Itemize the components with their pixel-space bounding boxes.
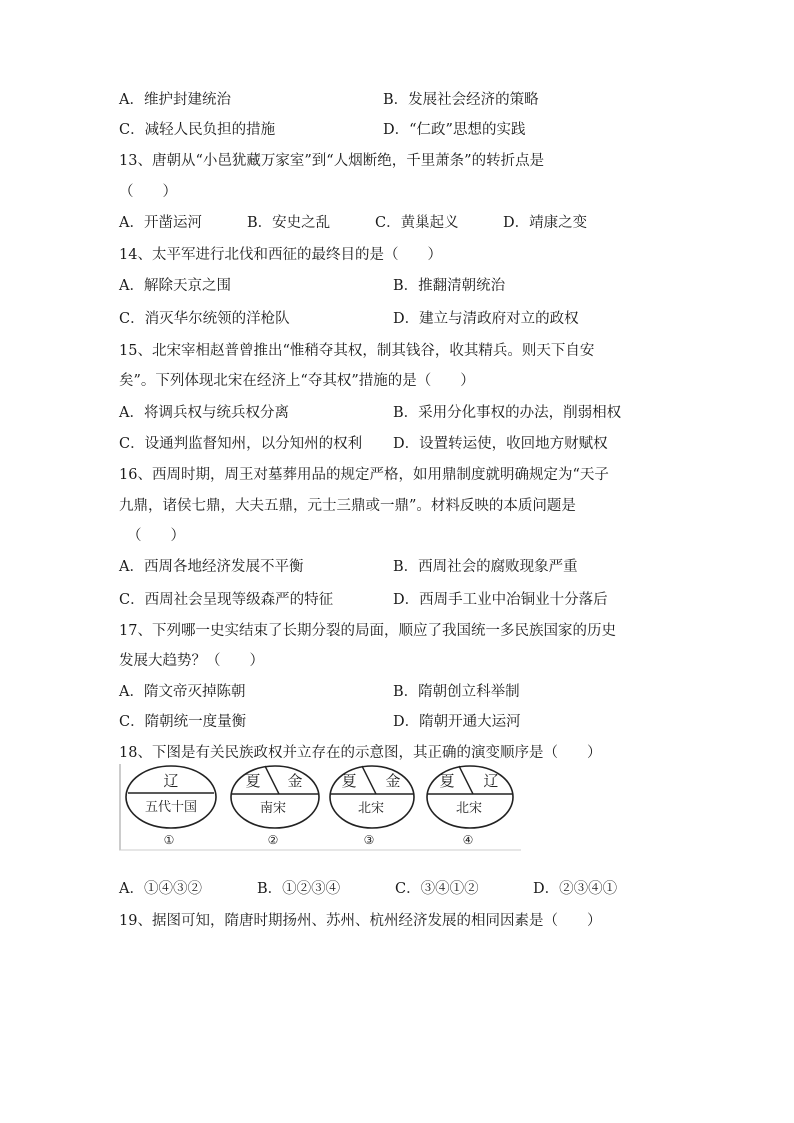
- q14-stem: 14、太平军进行北伐和西征的最终目的是（ ）: [119, 247, 442, 263]
- q16-options-row-2: [119, 590, 679, 610]
- q15-option-d: D．设置转运使，收回地方财赋权: [393, 436, 608, 452]
- diagram-2-top-left-label: 夏: [245, 772, 261, 790]
- q13-options-row: [119, 213, 679, 233]
- q17-option-d: D．隋朝开通大运河: [393, 714, 521, 730]
- q18-option-d: D．②③④①: [533, 881, 618, 897]
- q16-option-b: B．西周社会的腐败现象严重: [393, 559, 578, 575]
- q15-stem-line-1: 15、北宋宰相赵普曾推出“惟稍夺其权，制其钱谷，收其精兵。则天下自安: [119, 343, 595, 359]
- q18-options-row: [119, 879, 679, 899]
- q17-options-row-2: [119, 712, 679, 732]
- q19-stem: 19、据图可知，隋唐时期扬州、苏州、杭州经济发展的相同因素是（ ）: [119, 913, 602, 929]
- diagram-circle-4: [427, 766, 513, 847]
- diagram-circle-1: [126, 766, 216, 847]
- q17-options-row-1: [119, 682, 679, 702]
- diagram-4-number: ④: [462, 833, 474, 847]
- q17-stem-line-1: 17、下列哪一史实结束了长期分裂的局面，顺应了我国统一多民族国家的历史: [119, 623, 616, 639]
- diagram-3-top-right-label: 金: [385, 772, 401, 790]
- q18-option-a: A．①④③②: [119, 881, 202, 897]
- diagram-4-top-right-label: 辽: [483, 772, 499, 790]
- q17-option-b: B．隋朝创立科举制: [393, 684, 520, 700]
- q14-option-a: A．解除天京之围: [119, 278, 231, 294]
- diagram-2-number: ②: [267, 833, 279, 847]
- diagram-2-bottom-label: 南宋: [259, 801, 287, 816]
- diagram-1-bottom-label: 五代十国: [144, 800, 198, 815]
- q15-option-a: A．将调兵权与统兵权分离: [119, 405, 289, 421]
- q15-options-row-2: [119, 434, 679, 454]
- diagram-circle-2: [231, 766, 319, 847]
- q18-stem: 18、下图是有关民族政权并立存在的示意图，其正确的演变顺序是（ ）: [119, 745, 602, 761]
- q12-option-d: D．“仁政”思想的实践: [383, 122, 526, 138]
- q13-option-d: D．靖康之变: [503, 215, 588, 231]
- diagram-3-number: ③: [363, 833, 375, 847]
- diagram-2-top-right-label: 金: [287, 772, 303, 790]
- q16-option-d: D．西周手工业中冶铜业十分落后: [393, 592, 608, 608]
- q13-option-c: C．黄巢起义: [375, 215, 459, 231]
- diagram-1-top-label: 辽: [163, 772, 179, 790]
- q12-option-b: B．发展社会经济的策略: [383, 92, 539, 108]
- q17-stem-line-2: 发展大趋势？（ ）: [119, 653, 264, 669]
- regime-coexistence-diagram: [119, 764, 521, 852]
- diagram-3-top-left-label: 夏: [341, 772, 357, 790]
- q13-option-b: B．安史之乱: [247, 215, 331, 231]
- q14-options-row-1: [119, 276, 679, 296]
- q15-options-row-1: [119, 403, 679, 423]
- q14-option-c: C．消灭华尔统领的洋枪队: [119, 311, 290, 327]
- q14-option-b: B．推翻清朝统治: [393, 278, 506, 294]
- q16-stem-line-2: 九鼎，诸侯七鼎，大夫五鼎，元士三鼎或一鼎”。材料反映的本质问题是: [119, 498, 576, 514]
- q16-stem-bracket: （ ）: [127, 528, 185, 544]
- q12-options-row-1: [119, 90, 679, 110]
- q13-stem: 13、唐朝从“小邑犹藏万家室”到“人烟断绝，千里萧条”的转折点是: [119, 153, 545, 169]
- q16-option-c: C．西周社会呈现等级森严的特征: [119, 592, 334, 608]
- diagram-3-bottom-label: 北宋: [357, 801, 385, 816]
- q18-option-c: C．③④①②: [395, 881, 479, 897]
- diagram-4-top-left-label: 夏: [439, 772, 455, 790]
- diagram-circle-3: [330, 766, 414, 847]
- q17-option-a: A．隋文帝灭掉陈朝: [119, 684, 246, 700]
- q13-option-a: A．开凿运河: [119, 215, 202, 231]
- q16-option-a: A．西周各地经济发展不平衡: [119, 559, 304, 575]
- q18-option-b: B．①②③④: [257, 881, 341, 897]
- q15-stem-line-2: 矣”。下列体现北宋在经济上“夺其权”措施的是（ ）: [119, 373, 475, 389]
- q12-options-row-2: [119, 120, 679, 140]
- q14-options-row-2: [119, 309, 679, 329]
- q13-stem-bracket: （ ）: [119, 184, 177, 200]
- q14-option-d: D．建立与清政府对立的政权: [393, 311, 579, 327]
- q16-stem-line-1: 16、西周时期，周王对墓葬用品的规定严格，如用鼎制度就明确规定为“天子: [119, 467, 609, 483]
- q12-option-c: C．减轻人民负担的措施: [119, 122, 276, 138]
- q17-option-c: C．隋朝统一度量衡: [119, 714, 247, 730]
- q15-option-b: B．采用分化事权的办法，削弱相权: [393, 405, 622, 421]
- diagram-1-number: ①: [163, 833, 175, 847]
- q16-options-row-1: [119, 557, 679, 577]
- q12-option-a: A．维护封建统治: [119, 92, 231, 108]
- q15-option-c: C．设通判监督知州，以分知州的权利: [119, 436, 363, 452]
- diagram-4-bottom-label: 北宋: [455, 801, 483, 816]
